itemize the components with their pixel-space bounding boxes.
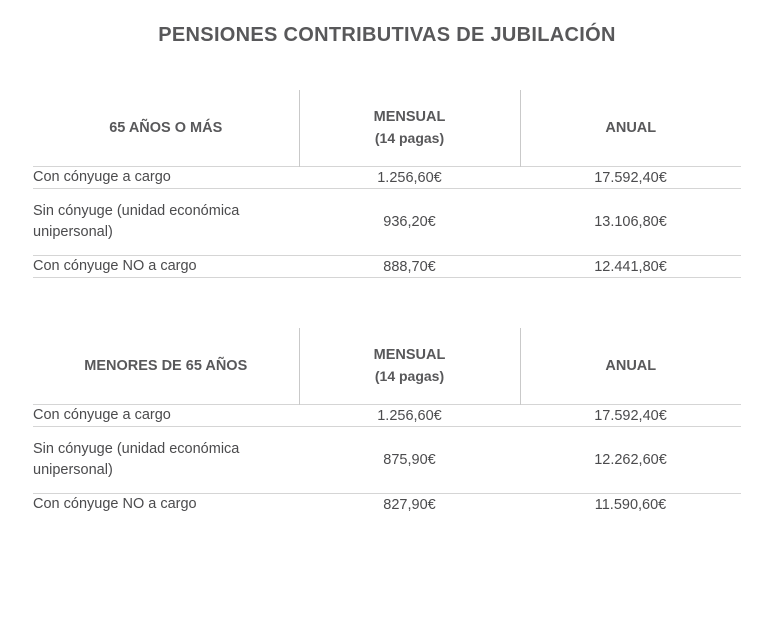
table-row (33, 256, 741, 278)
header-anual (520, 328, 741, 405)
pension-table-under-65 (33, 328, 741, 515)
row-mensual: 875,90€ (299, 427, 520, 494)
page-title: PENSIONES CONTRIBUTIVAS DE JUBILACIÓN (158, 24, 616, 46)
table-row (33, 167, 741, 189)
header-mensual-main: MENSUAL (373, 346, 446, 363)
header-mensual-sub: (14 pagas) (374, 368, 445, 385)
row-label: Con cónyuge a cargo (33, 167, 299, 189)
row-anual: 17.592,40€ (520, 167, 741, 189)
table-header-row (33, 328, 741, 405)
row-label: Con cónyuge NO a cargo (33, 494, 299, 516)
table-row (33, 405, 741, 427)
row-label: Con cónyuge a cargo (33, 405, 299, 427)
row-anual: 12.262,60€ (520, 427, 741, 494)
table-header-row (33, 90, 741, 167)
header-mensual-main: MENSUAL (373, 108, 446, 125)
row-mensual: 936,20€ (299, 189, 520, 256)
pension-table-65-or-more (33, 90, 741, 278)
header-mensual (299, 90, 520, 167)
header-anual-main: ANUAL (605, 357, 657, 374)
table-row (33, 427, 741, 494)
row-label: Con cónyuge NO a cargo (33, 256, 299, 278)
header-mensual-sub: (14 pagas) (374, 130, 445, 147)
row-label: Sin cónyuge (unidad económica unipersonal) (33, 427, 299, 494)
row-mensual: 888,70€ (299, 256, 520, 278)
row-mensual: 1.256,60€ (299, 167, 520, 189)
row-mensual: 1.256,60€ (299, 405, 520, 427)
row-anual: 17.592,40€ (520, 405, 741, 427)
row-anual: 13.106,80€ (520, 189, 741, 256)
row-label: Sin cónyuge (unidad económica unipersonal) (33, 189, 299, 256)
header-anual-main: ANUAL (605, 119, 657, 136)
header-category: 65 AÑOS O MÁS (109, 119, 223, 136)
row-anual: 12.441,80€ (520, 256, 741, 278)
row-mensual: 827,90€ (299, 494, 520, 516)
row-anual: 11.590,60€ (520, 494, 741, 516)
header-anual (520, 90, 741, 167)
header-mensual (299, 328, 520, 405)
header-category: MENORES DE 65 AÑOS (84, 357, 248, 374)
table-row (33, 494, 741, 516)
table-row (33, 189, 741, 256)
